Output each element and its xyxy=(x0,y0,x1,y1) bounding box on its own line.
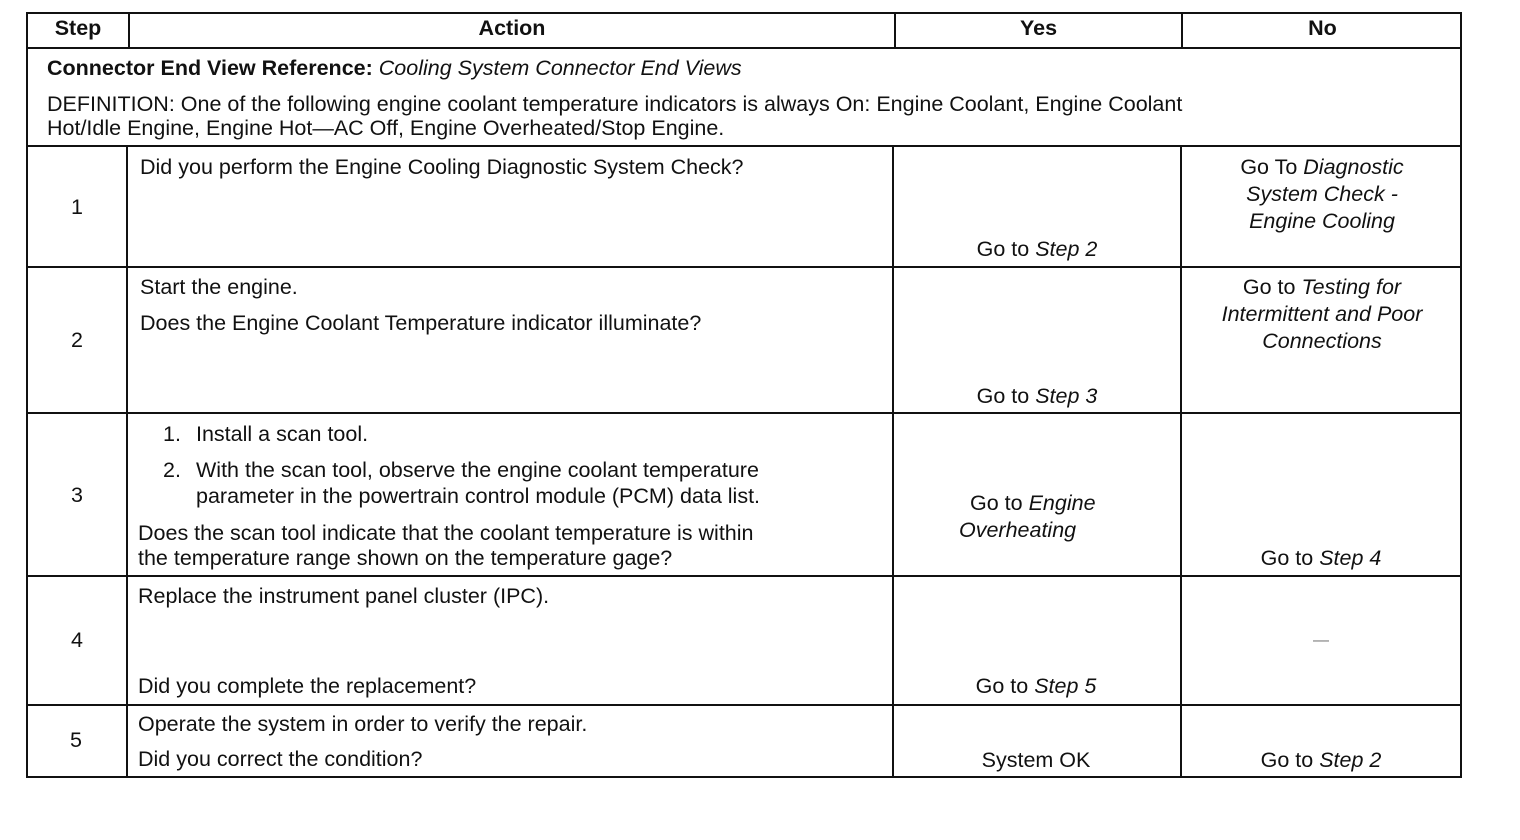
step-link[interactable]: Step 2 xyxy=(1319,748,1382,772)
action-instruction: Replace the instrument panel cluster (IPC). xyxy=(138,584,550,608)
yes-outcome: System OK xyxy=(981,748,1091,772)
action-item-text: Install a scan tool. xyxy=(196,422,369,446)
step-number: 1 xyxy=(71,195,83,219)
no-outcome: Go To Diagnostic System Check - Engine Cooling xyxy=(1240,155,1404,233)
step-link[interactable]: Step 4 xyxy=(1319,546,1382,570)
action-question: Does the Engine Coolant Temperature indicator illuminate? xyxy=(140,311,702,335)
header-divider xyxy=(26,47,1462,49)
action-instruction: Operate the system in order to verify the repair. xyxy=(138,712,588,736)
reference-divider xyxy=(26,145,1462,147)
no-outcome: Go to Step 4 xyxy=(1260,546,1382,570)
action-question: Did you perform the Engine Cooling Diagnostic System Check? xyxy=(140,155,744,179)
action-question: the temperature range shown on the temperature gage? xyxy=(138,546,673,570)
action-question: Did you complete the replacement? xyxy=(138,674,477,698)
reference-link[interactable]: Cooling System Connector End Views xyxy=(378,56,742,80)
action-item-text: parameter in the powertrain control module (PCM) data list. xyxy=(196,484,761,508)
step-link[interactable]: Step 5 xyxy=(1034,674,1097,698)
header-yes: Yes xyxy=(1019,16,1058,40)
action-item-number: 1. xyxy=(163,422,181,446)
action-question: Did you correct the condition? xyxy=(138,747,423,771)
no-outcome-dash: — xyxy=(1313,632,1329,649)
yes-outcome: Go to Step 5 xyxy=(975,674,1097,698)
yes-outcome: Go to Engine Overheating xyxy=(959,491,1096,542)
header-action: Action xyxy=(478,16,546,40)
procedure-link[interactable]: Testing for xyxy=(1301,275,1402,299)
connector-reference xyxy=(47,55,742,81)
reference-label: Connector End View Reference: xyxy=(47,56,373,80)
row-4-divider xyxy=(26,704,1462,706)
col-divider-yes xyxy=(1180,145,1182,778)
procedure-link[interactable]: Engine xyxy=(1028,491,1096,515)
col-divider-step xyxy=(126,145,128,778)
row-2-divider xyxy=(26,412,1462,414)
step-number: 2 xyxy=(71,328,83,352)
action-question: Does the scan tool indicate that the coolant temperature is within xyxy=(138,521,754,545)
yes-outcome: Go to Step 2 xyxy=(976,237,1098,261)
step-number: 5 xyxy=(70,728,82,752)
step-link[interactable]: Step 3 xyxy=(1035,384,1098,408)
yes-outcome: Go to Step 3 xyxy=(976,384,1098,408)
procedure-link[interactable]: Diagnostic xyxy=(1303,155,1404,179)
no-outcome: Go to Step 2 xyxy=(1260,748,1382,772)
step-number: 4 xyxy=(71,628,83,652)
action-item-number: 2. xyxy=(163,458,181,482)
definition-line-1: DEFINITION: One of the following engine coolant temperature indicators is always On: Engine Coolant, Engine Coolant xyxy=(47,92,1183,116)
row-3-divider xyxy=(26,575,1462,577)
action-item-text: With the scan tool, observe the engine coolant temperature xyxy=(196,458,759,482)
no-outcome: Go to Testing for Intermittent and Poor Connections xyxy=(1221,275,1423,353)
step-link[interactable]: Step 2 xyxy=(1035,237,1098,261)
header-no: No xyxy=(1308,16,1337,40)
row-1-divider xyxy=(26,266,1462,268)
header-step: Step xyxy=(54,16,102,40)
step-number: 3 xyxy=(71,483,83,507)
definition-line-2: Hot/Idle Engine, Engine Hot—AC Off, Engine Overheated/Stop Engine. xyxy=(47,116,725,140)
action-instruction: Start the engine. xyxy=(140,275,298,299)
